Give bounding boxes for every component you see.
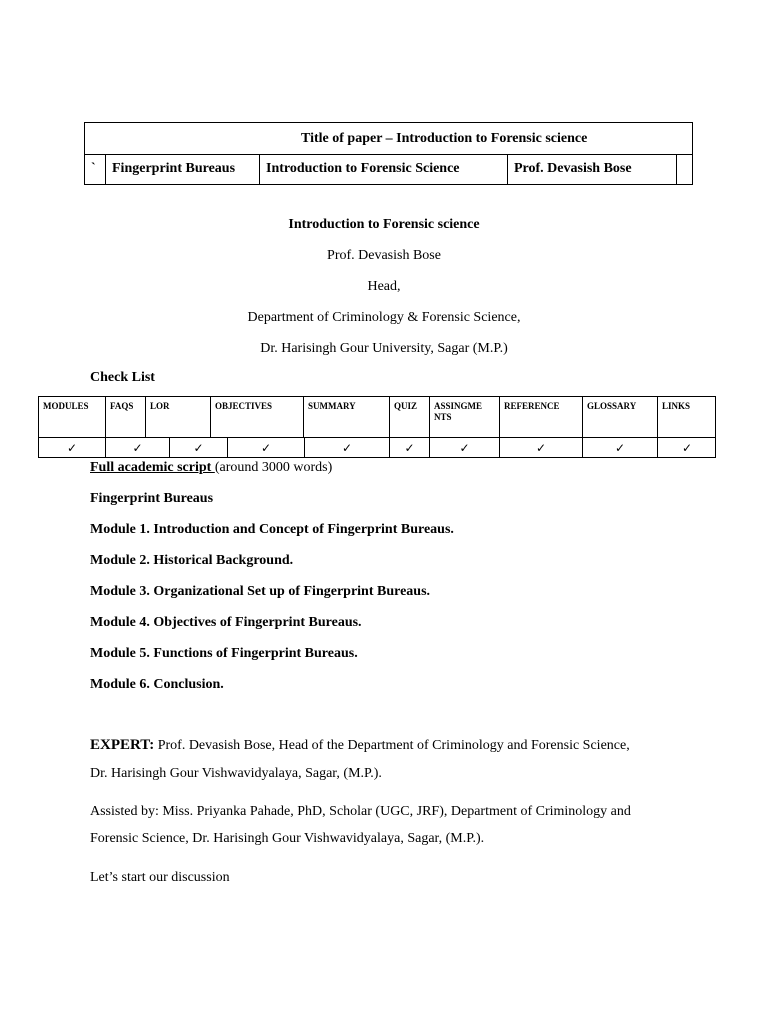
checklist-header-links: LINKS xyxy=(662,401,691,411)
checklist-header-faqs: FAQS xyxy=(106,397,146,437)
expert-text: Prof. Devasish Bose, Head of the Department of Criminology and Forensic Science, xyxy=(154,738,630,753)
info-cell-paper: Introduction to Forensic Science xyxy=(260,154,508,184)
info-cell-subject: Fingerprint Bureaus xyxy=(106,154,260,184)
module-item-1: Module 1. Introduction and Concept of Fingerprint Bureaus. xyxy=(90,522,454,537)
module-item-2: Module 2. Historical Background. xyxy=(90,553,294,568)
checklist-header-quiz: QUIZ xyxy=(390,397,430,437)
author-department: Department of Criminology & Forensic Science, xyxy=(247,310,521,325)
tick-objectives: ✓ xyxy=(228,438,305,458)
checklist-header-modules: MODULES xyxy=(39,397,106,437)
info-cell-empty xyxy=(677,154,693,184)
module-item-5: Module 5. Functions of Fingerprint Bureaus. xyxy=(90,646,358,661)
info-cell-author: Prof. Devasish Bose xyxy=(508,154,677,184)
author-university: Dr. Harisingh Gour University, Sagar (M.P.) xyxy=(260,341,508,356)
tick-assignments: ✓ xyxy=(430,438,500,458)
assisted-line-1: Assisted by: Miss. Priyanka Pahade, PhD, Scholar (UGC, JRF), Department of Criminology and xyxy=(90,804,631,819)
checklist-header-objectives: OBJECTIVES xyxy=(211,397,304,437)
closing-line: Let’s start our discussion xyxy=(90,870,230,885)
tick-links: ✓ xyxy=(681,441,693,455)
checklist-header-assignments: ASSINGME NTS xyxy=(430,397,500,437)
paper-title-row xyxy=(85,123,692,155)
subject-heading: Fingerprint Bureaus xyxy=(90,491,214,506)
expert-line-1 xyxy=(90,736,630,755)
module-item-3: Module 3. Organizational Set up of Fingerprint Bureaus. xyxy=(90,584,431,599)
academic-script-label: Full academic script xyxy=(90,460,215,475)
checklist-header-reference: REFERENCE xyxy=(500,397,583,437)
academic-script-note: (around 3000 words) xyxy=(214,460,333,475)
checklist-header-summary: SUMMARY xyxy=(304,397,390,437)
tick-quiz: ✓ xyxy=(390,438,430,458)
doc-title: Introduction to Forensic science xyxy=(288,217,480,232)
expert-label: EXPERT: xyxy=(90,737,155,753)
checklist-header-glossary: GLOSSARY xyxy=(583,397,658,437)
tick-summary: ✓ xyxy=(305,438,390,458)
checklist-header-lor: LOR xyxy=(146,397,211,437)
checklist-table xyxy=(38,396,716,458)
author-role: Head, xyxy=(367,279,401,294)
academic-script-line xyxy=(90,459,332,477)
assisted-line-2: Forensic Science, Dr. Harisingh Gour Vishwavidyalaya, Sagar, (M.P.). xyxy=(90,831,485,846)
title-table xyxy=(84,122,693,185)
module-item-6: Module 6. Conclusion. xyxy=(90,677,224,692)
paper-info-row xyxy=(85,154,692,184)
tick-reference: ✓ xyxy=(500,438,583,458)
author-name: Prof. Devasish Bose xyxy=(327,248,441,263)
tick-faqs: ✓ xyxy=(106,438,170,458)
tick-glossary: ✓ xyxy=(583,438,658,458)
paper-title: Title of paper – Introduction to Forensic science xyxy=(301,131,588,146)
checklist-label: Check List xyxy=(90,370,155,385)
tick-modules: ✓ xyxy=(39,438,106,458)
info-cell-marker: ` xyxy=(85,154,106,184)
expert-line-2: Dr. Harisingh Gour Vishwavidyalaya, Sagar, (M.P.). xyxy=(90,766,382,781)
module-item-4: Module 4. Objectives of Fingerprint Bureaus. xyxy=(90,615,362,630)
tick-lor: ✓ xyxy=(170,438,228,458)
